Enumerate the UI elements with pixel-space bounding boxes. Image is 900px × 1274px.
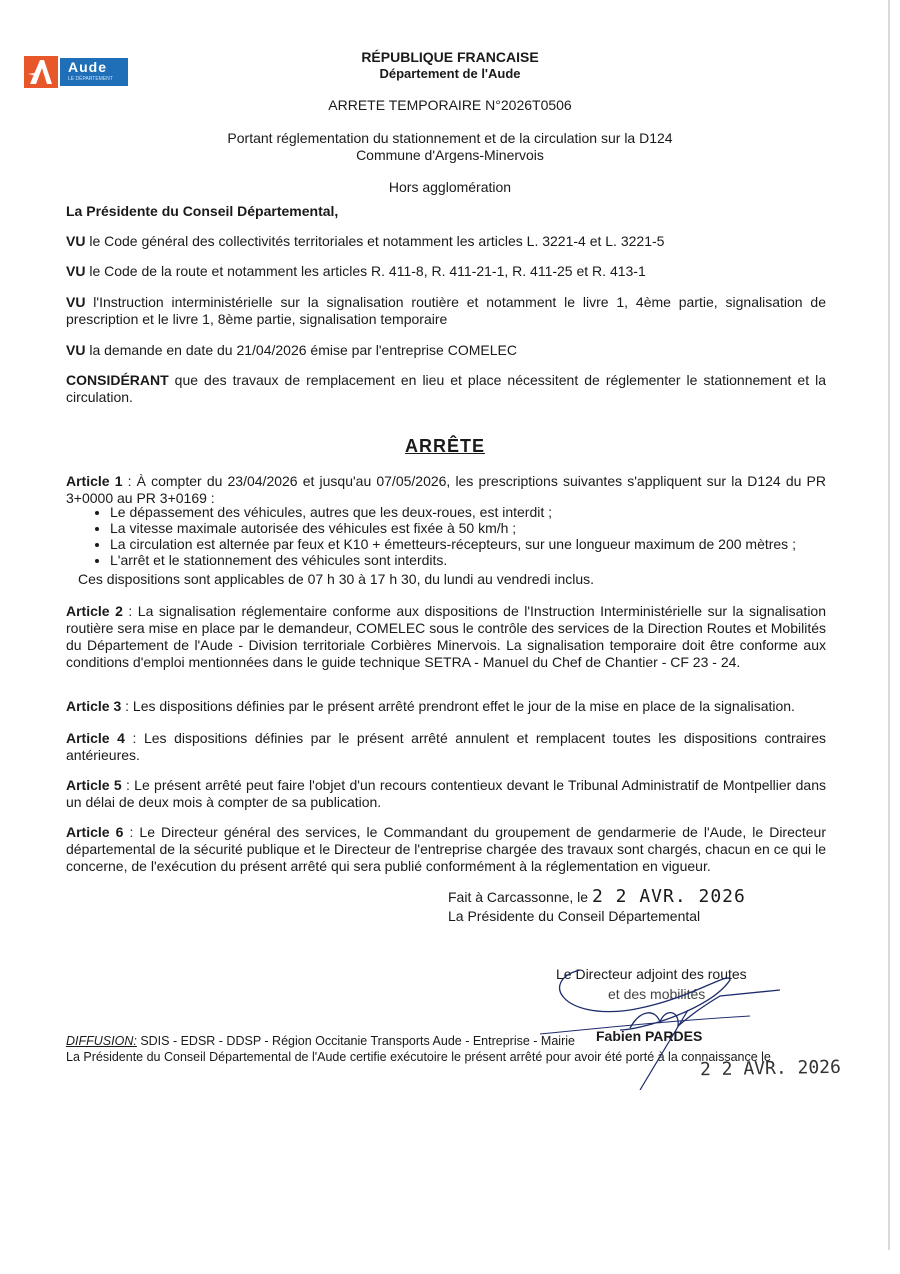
article-4	[66, 730, 826, 764]
vu-1	[66, 233, 826, 250]
arrete-number: ARRETE TEMPORAIRE N°2026T0506	[328, 97, 572, 113]
vu-1-text: le Code général des collectivités territoriales et notamment les articles L. 3221-4 et L. 3221-5	[85, 233, 665, 249]
republic-title: RÉPUBLIQUE FRANCAISE	[361, 49, 539, 65]
vu-4	[66, 342, 826, 359]
diffusion-line	[66, 1033, 826, 1049]
diffusion-label: DIFFUSION:	[66, 1034, 137, 1048]
vu-4-text: la demande en date du 21/04/2026 émise par l'entreprise COMELEC	[85, 342, 517, 358]
department-title: Département de l'Aude	[379, 66, 521, 81]
signature-place-text: Fait à Carcassonne, le	[448, 889, 592, 905]
logo-subtext: LE DÉPARTEMENT	[68, 76, 113, 82]
article-6	[66, 824, 826, 875]
considerant	[66, 372, 826, 406]
article-1-bullets	[88, 504, 850, 568]
article-2-text: : La signalisation réglementaire conforme aux dispositions de l'Instruction Interministérielle sur la signalisation routière sera mise en place par le demandeur, COMELEC sous le contrôle des services de la Direction Routes et Mobilités du Département de l'Aude - Division territoriale Corbières Minervois. La signalisation temporaire doit être conforme aux conditions d'emploi mentionnées dans le guide technique SETRA - Manuel du Chef de Chantier - CF 23 - 24.	[66, 603, 827, 670]
article-3	[66, 698, 826, 715]
vu-label: VU	[66, 233, 86, 249]
stamp-line-1: Le Directeur adjoint des routes	[556, 966, 747, 982]
article-5-label: Article 5	[66, 777, 122, 793]
article-3-text: : Les dispositions définies par le présent arrêté prendront effet le jour de la mise en place de la signalisation.	[121, 698, 795, 714]
article-5-text: : Le présent arrêté peut faire l'objet d'un recours contentieux devant le Tribunal Administratif de Montpellier dans un délai de deux mois à compter de sa publication.	[66, 777, 826, 810]
article-2	[66, 603, 826, 671]
diffusion-text: SDIS - EDSR - DDSP - Région Occitanie Transports Aude - Entreprise - Mairie	[136, 1034, 575, 1048]
article-5	[66, 777, 826, 811]
article-4-label: Article 4	[66, 730, 125, 746]
list-item: • Le dépassement des véhicules, autres que les deux-roues, est interdit ;	[110, 504, 850, 520]
article-1-text: : À compter du 23/04/2026 et jusqu'au 07/05/2026, les prescriptions suivantes s'appliquent sur la D124 du PR 3+0000 au PR 3+0169 :	[66, 473, 826, 506]
vu-3-text: l'Instruction interministérielle sur la signalisation routière et notamment le livre 1, 4ème partie, signalisation de prescription et le livre 1, 8ème partie, signalisation temporaire	[66, 294, 826, 327]
list-item: • La vitesse maximale autorisée des véhicules est fixée à 50 km/h ;	[110, 520, 850, 536]
vu-label: VU	[66, 263, 86, 279]
article-6-text: : Le Directeur général des services, le Commandant du groupement de gendarmerie de l'Aude, le Directeur départemental de la sécurité publique et le Directeur de l'entreprise chargée des travaux sont chargés, chacun en ce qui le concerne, de l'exécution du présent arrêté qui sera publié conformément à la réglementation en vigueur.	[66, 824, 827, 874]
article-2-label: Article 2	[66, 603, 123, 619]
subject-line-1: Portant réglementation du stationnement et de la circulation sur la D124	[227, 130, 673, 146]
stamp-line-2: et des mobilités	[608, 986, 706, 1002]
vu-2	[66, 263, 826, 280]
article-3-label: Article 3	[66, 698, 122, 714]
certification-date-stamp: 2 2 AVR. 2026	[699, 1056, 842, 1081]
signature-place	[448, 887, 746, 926]
arrete-heading: ARRÊTE	[404, 436, 485, 456]
considerant-label: CONSIDÉRANT	[66, 372, 169, 388]
vu-label: VU	[66, 342, 86, 358]
date-stamp: 2 2 AVR. 2026	[591, 886, 746, 907]
authority: La Présidente du Conseil Départemental,	[66, 203, 339, 219]
article-1	[66, 473, 826, 507]
vu-2-text: le Code de la route et notamment les articles R. 411-8, R. 411-21-1, R. 411-25 et R. 413-1	[85, 263, 646, 279]
subject-line-2: Commune d'Argens-Minervois	[356, 147, 544, 163]
location-note: Hors agglomération	[388, 179, 512, 195]
logo-text: Aude	[68, 59, 107, 75]
signer-title: La Présidente du Conseil Départemental	[448, 908, 701, 924]
article-4-text: : Les dispositions définies par le présent arrêté annulent et remplacent toutes les dispositions contraires antérieures.	[66, 730, 827, 763]
certification-text: La Présidente du Conseil Départemental de l'Aude certifie exécutoire le présent arrêté pour avoir été porté à la connaissance le	[66, 1050, 771, 1064]
list-item: • La circulation est alternée par feux et K10 + émetteurs-récepteurs, sur une longueur maximum de 200 mètres ;	[110, 536, 850, 552]
article-1-label: Article 1	[66, 473, 123, 489]
vu-label: VU	[66, 294, 86, 310]
vu-3	[66, 294, 826, 328]
stamp-name: Fabien PARDES	[596, 1028, 703, 1044]
list-item: • L'arrêt et le stationnement des véhicules sont interdits.	[110, 552, 850, 568]
considerant-text: que des travaux de remplacement en lieu et place nécessitent de réglementer le stationnement et la circulation.	[66, 372, 826, 405]
article-1-footer: Ces dispositions sont applicables de 07 h 30 à 17 h 30, du lundi au vendredi inclus.	[78, 571, 595, 587]
article-6-label: Article 6	[66, 824, 124, 840]
